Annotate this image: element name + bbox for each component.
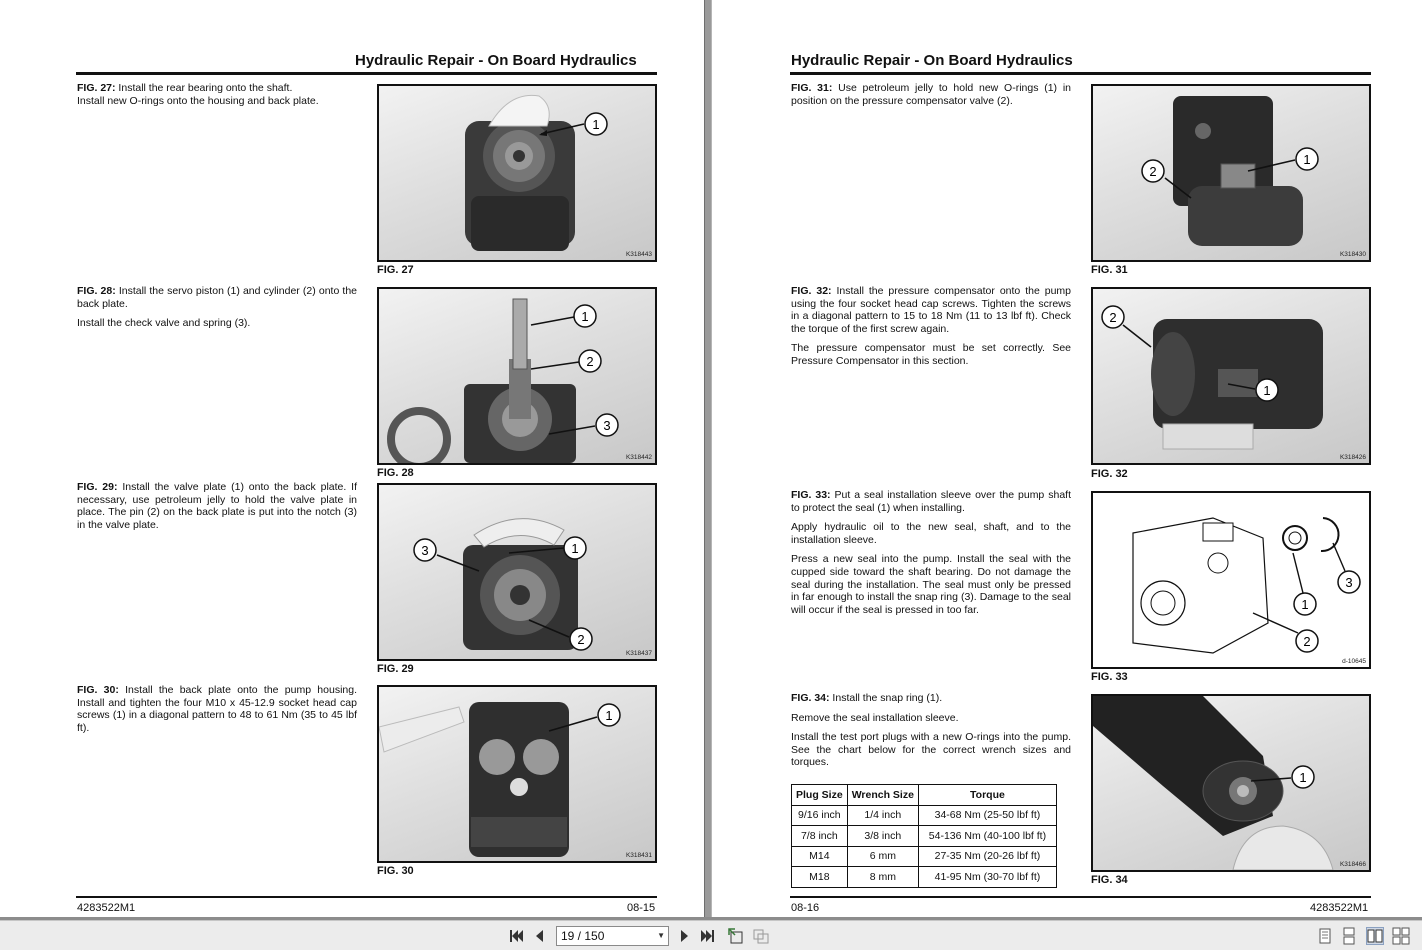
figure-code: K318442 xyxy=(625,454,652,461)
paragraph: Apply hydraulic oil to the new seal, shaft, and to the installation sleeve. xyxy=(791,521,1071,546)
chevron-down-icon[interactable]: ▼ xyxy=(657,931,665,940)
table-cell: M18 xyxy=(792,867,848,888)
column-header: Plug Size xyxy=(792,785,848,806)
paragraph: FIG. 34: Install the snap ring (1). xyxy=(791,692,943,704)
callout-label: 2 xyxy=(586,354,594,369)
fig32-text xyxy=(791,285,1071,375)
table-cell: 6 mm xyxy=(847,846,918,867)
table-cell: 7/8 inch xyxy=(792,826,848,847)
single-page-icon[interactable] xyxy=(1316,927,1334,945)
two-page-icon[interactable] xyxy=(1366,927,1384,945)
table-cell: 54-136 Nm (40-100 lbf ft) xyxy=(918,826,1056,847)
table-cell: 34-68 Nm (25-50 lbf ft) xyxy=(918,805,1056,826)
header-rule xyxy=(790,72,1371,75)
footer-page-number: 08-16 xyxy=(791,902,820,914)
table-cell: 9/16 inch xyxy=(792,805,848,826)
paragraph: Install the test port plugs with a new O-rings into the pump. See the chart below for the correct wrench sizes and torques. xyxy=(791,731,1071,769)
fig29-text xyxy=(77,481,357,538)
table-cell: 41-95 Nm (30-70 lbf ft) xyxy=(918,867,1056,888)
snap-ring-illustration xyxy=(1093,696,1369,870)
figure-caption: FIG. 32 xyxy=(1091,468,1128,480)
figure-code: K318443 xyxy=(625,251,652,258)
table-cell: 1/4 inch xyxy=(847,805,918,826)
section-title: Hydraulic Repair - On Board Hydraulics xyxy=(791,52,1073,69)
figure-caption: FIG. 34 xyxy=(1091,874,1128,886)
table-cell: 8 mm xyxy=(847,867,918,888)
figure-caption: FIG. 28 xyxy=(377,467,414,479)
callout-label: 1 xyxy=(1303,152,1311,167)
fit-width-icon[interactable] xyxy=(752,927,770,945)
fig34-text xyxy=(791,692,1071,776)
figure-code: K318437 xyxy=(625,650,652,657)
table-header-row xyxy=(792,785,1057,806)
compensator-valve-illustration xyxy=(1093,86,1369,260)
paragraph: FIG. 33: Put a seal installation sleeve over the pump shaft to protect the seal (1) when installing. xyxy=(791,489,1071,514)
fig28-text xyxy=(77,285,357,337)
pressure-compensator-illustration xyxy=(1093,289,1369,463)
callout-label: 1 xyxy=(592,117,600,132)
last-page-icon[interactable] xyxy=(699,927,717,945)
paragraph: FIG. 27: Install the rear bearing onto the shaft. Install new O-rings onto the housing and back plate. xyxy=(77,82,319,107)
callout-label: 3 xyxy=(421,543,429,558)
fig32-photo xyxy=(1091,287,1371,465)
left-page xyxy=(0,0,704,917)
page-divider xyxy=(704,0,712,917)
continuous-page-icon[interactable] xyxy=(1340,927,1358,945)
fig34-photo xyxy=(1091,694,1371,872)
table-row xyxy=(792,826,1057,847)
figure-code: K318430 xyxy=(1339,251,1366,258)
callout-label: 1 xyxy=(571,541,579,556)
figure-caption: FIG. 31 xyxy=(1091,264,1128,276)
callout-label: 1 xyxy=(1301,597,1309,612)
paragraph: FIG. 31: Use petroleum jelly to hold new O-rings (1) in position on the pressure compensator valve (2). xyxy=(791,82,1071,107)
paragraph: FIG. 30: Install the back plate onto the pump housing. Install and tighten the four M10 x 45-12.9 socket head cap screws (1) in a diagonal pattern to 48 to 61 Nm (35 to 45 lbf ft). xyxy=(77,684,358,734)
previous-page-icon[interactable] xyxy=(531,927,549,945)
callout-label: 3 xyxy=(603,418,611,433)
callout-label: 2 xyxy=(1109,310,1117,325)
section-title: Hydraulic Repair - On Board Hydraulics xyxy=(355,52,637,69)
figure-caption: FIG. 33 xyxy=(1091,671,1128,683)
right-page xyxy=(712,0,1422,917)
callout-label: 1 xyxy=(581,309,589,324)
back-plate-illustration xyxy=(379,687,655,861)
table-cell: 27-35 Nm (20-26 lbf ft) xyxy=(918,846,1056,867)
callout-label: 2 xyxy=(1303,634,1311,649)
callout-label: 3 xyxy=(1345,575,1353,590)
table-cell: 3/8 inch xyxy=(847,826,918,847)
figure-code: K318426 xyxy=(1339,454,1366,461)
table-row xyxy=(792,867,1057,888)
fig27-text xyxy=(77,82,357,114)
paragraph: FIG. 28: Install the servo piston (1) and cylinder (2) onto the back plate. xyxy=(77,285,357,310)
fig31-text xyxy=(791,82,1071,114)
column-header: Wrench Size xyxy=(847,785,918,806)
pump-rear-bearing-illustration xyxy=(379,86,655,260)
two-page-continuous-icon[interactable] xyxy=(1392,927,1410,945)
plug-torque-table xyxy=(791,784,1057,888)
footer-rule xyxy=(790,896,1371,898)
callout-label: 1 xyxy=(1299,770,1307,785)
valve-plate-illustration xyxy=(379,485,655,659)
column-header: Torque xyxy=(918,785,1056,806)
next-page-icon[interactable] xyxy=(675,927,693,945)
header-rule xyxy=(76,72,657,75)
paragraph: Install the check valve and spring (3). xyxy=(77,317,251,330)
table-cell: M14 xyxy=(792,846,848,867)
paragraph: Remove the seal installation sleeve. xyxy=(791,711,959,724)
footer-doc-number: 4283522M1 xyxy=(77,902,136,914)
fig33-drawing xyxy=(1091,491,1371,669)
figure-caption: FIG. 29 xyxy=(377,663,414,675)
paragraph: FIG. 29: Install the valve plate (1) onto the back plate. If necessary, use petroleum jelly to hold the valve plate in place. The pin (2) on the back plate is put into the notch (3) in the valve plate. xyxy=(77,481,358,531)
seal-installation-line-drawing xyxy=(1093,493,1369,667)
fit-page-icon[interactable] xyxy=(727,927,745,945)
fig31-photo xyxy=(1091,84,1371,262)
servo-piston-illustration xyxy=(379,289,655,463)
footer-doc-number: 4283522M1 xyxy=(1310,902,1369,914)
fig28-photo xyxy=(377,287,657,465)
callout-label: 1 xyxy=(605,708,613,723)
figure-code: K318431 xyxy=(625,852,652,859)
callout-label: 1 xyxy=(1263,383,1271,398)
fig27-photo xyxy=(377,84,657,262)
footer-page-number: 08-15 xyxy=(627,902,656,914)
fig29-photo xyxy=(377,483,657,661)
figure-code: d-10645 xyxy=(1342,658,1366,665)
page-number-input[interactable] xyxy=(556,926,669,946)
viewer-toolbar xyxy=(0,920,1422,950)
paragraph: Press a new seal into the pump. Install the seal with the cupped side toward the shaft bearing. Do not damage the seal during the installation. The seal must only be pressed in far enough to install the snap ring (3). Damage to the seal will occur if the seal is pressed in too far. xyxy=(791,553,1071,616)
paragraph: FIG. 32: Install the pressure compensator onto the pump using the four socket head cap screws. Tighten the screws in a diagonal pattern to 15 to 18 Nm (11 to 13 lbf ft). Check the torque of the first screw again. xyxy=(791,285,1072,335)
callout-label: 2 xyxy=(577,632,585,647)
fig33-text xyxy=(791,489,1071,623)
page-indicator: 19 / 150 xyxy=(561,929,605,943)
fig30-photo xyxy=(377,685,657,863)
first-page-icon[interactable] xyxy=(507,927,525,945)
callout-label: 2 xyxy=(1149,164,1157,179)
table-row xyxy=(792,805,1057,826)
fig30-text xyxy=(77,684,357,741)
table-row xyxy=(792,846,1057,867)
figure-code: K318466 xyxy=(1339,861,1366,868)
footer-rule xyxy=(76,896,657,898)
figure-caption: FIG. 30 xyxy=(377,865,414,877)
figure-caption: FIG. 27 xyxy=(377,264,414,276)
paragraph: The pressure compensator must be set correctly. See Pressure Compensator in this section. xyxy=(791,342,1071,367)
